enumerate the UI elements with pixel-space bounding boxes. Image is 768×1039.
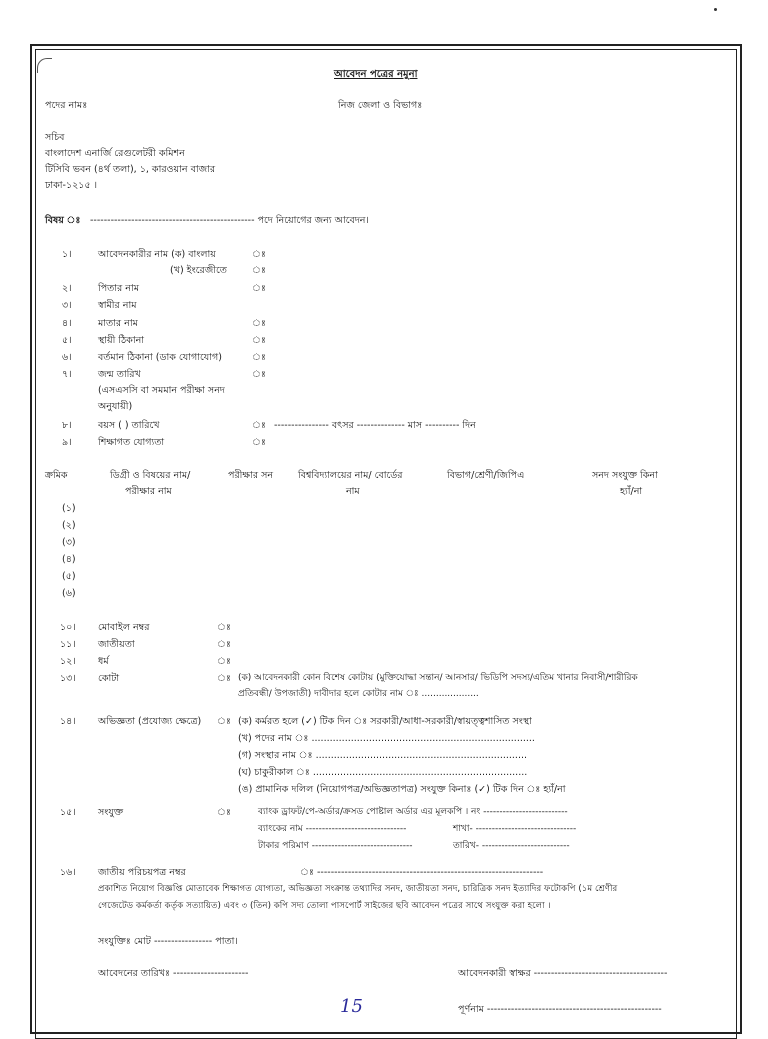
field16-paragraph-1: প্রকাশিত নিয়োগ বিজ্ঞপ্তি মোতাবেক শিক্ষাগত যোগ্যতা, অভিজ্ঞতা সংক্রান্ত তথ্যাদির সনদ, জাতীয়তা সনদ, চারিত্রিক সনদ ইত্যাদির ফটোকপি (১ম শ্রেণীর [98, 884, 618, 894]
field8-colon: ঃ [252, 420, 266, 431]
table-header-certificate: সনদ সংযুক্ত কিনা [592, 470, 658, 481]
field9-colon: ঃ [252, 437, 266, 448]
field4-number: ৪। [62, 318, 72, 329]
field12-label: ধর্ম [98, 656, 109, 667]
field13-number: ১৩। [60, 673, 76, 684]
field2-number: ২। [62, 283, 72, 294]
field7-number: ৭। [62, 369, 72, 380]
field12-number: ১২। [60, 656, 76, 667]
table-header-university2: নাম [346, 486, 360, 497]
application-date: আবেদনের তারিখঃ ---------------------- [98, 968, 249, 979]
field7-note2: অনুযায়ী) [98, 401, 133, 412]
field13-label: কোটা [98, 673, 120, 684]
field10-colon: ঃ [217, 622, 231, 633]
field5-label: স্থায়ী ঠিকানা [98, 335, 144, 346]
address-line3: টিসিবি ভবন (৪র্থ তলা), ১, কারওয়ান বাজার [45, 164, 216, 175]
table-row: (৫) [62, 571, 76, 582]
field16-paragraph-2: গেজেটেড কর্মকর্তা কর্তৃক সত্যায়িত) এবং ৩ (তিন) কপি সদ্য তোলা পাসপোর্ট সাইজের ছবি আবেদন পত্রের সাথে সংযুক্ত করা হলো । [98, 901, 551, 911]
field15-date: তারিখ- --------------------------- [453, 841, 570, 851]
table-row: (৪) [62, 554, 76, 565]
field14-line-d: (ঘ) চাকুরীকাল ঃ ....................................................................... [238, 767, 528, 778]
district-label: নিজ জেলা ও বিভাগঃ [338, 100, 423, 111]
table-header-year: পরীক্ষার সন [228, 470, 274, 481]
field16-value: ঃ ------------------------------------------------------------------ [300, 867, 544, 878]
field7-colon: ঃ [252, 369, 266, 380]
field15-amount: টাকার পরিমাণ ------------------------------- [258, 841, 413, 851]
svg-text:15: 15 [340, 996, 363, 1017]
field1-colon: ঃ [252, 249, 266, 260]
table-header-division: বিভাগ/শ্রেণী/জিপিএ [447, 470, 525, 481]
field15-branch: শাখা- ------------------------------- [453, 824, 577, 834]
field8-number: ৮। [62, 420, 72, 431]
field14-colon: ঃ [217, 716, 231, 727]
table-header-degree2: পরীক্ষার নাম [125, 486, 172, 497]
field14-number: ১৪। [60, 716, 76, 727]
field13-text1: (ক) আবেদনকারী কোন বিশেষ কোটায় (মুক্তিযোদ্ধা সন্তান/ আনসার/ ভিডিপি সদস্য/এতিম খানার নিবাসী/শারীরিক [238, 673, 638, 683]
address-line2: বাংলাদেশ এনার্জি রেগুলেটরী কমিশন [45, 148, 185, 159]
field3-label: স্বামীর নাম [98, 300, 137, 311]
field14-line-b: (খ) পদের নাম ঃ .......................................................................... [238, 733, 535, 744]
field1-number: ১। [62, 249, 72, 260]
field14-line-c: (গ) সংস্থার নাম ঃ ...................................................................... [238, 750, 528, 761]
table-row: (১) [62, 503, 76, 514]
applicant-signature: আবেদনকারী স্বাক্ষর --------------------------------------- [458, 968, 668, 979]
subject-label: বিষয় ঃ [45, 215, 81, 226]
field3-number: ৩। [62, 300, 72, 311]
table-header-degree: ডিগ্রী ও বিষয়ের নাম/ [110, 470, 191, 481]
field10-number: ১০। [60, 622, 76, 633]
corner-mark [37, 58, 52, 73]
field1b-colon: ঃ [252, 265, 266, 276]
field11-label: জাতীয়তা [98, 639, 135, 650]
address-line1: সচিব [45, 132, 65, 143]
field2-label: পিতার নাম [98, 283, 139, 294]
field2-colon: ঃ [252, 283, 266, 294]
field16-label: জাতীয় পরিচয়পত্র নম্বর [98, 867, 186, 878]
field10-label: মোবাইল নম্বর [98, 622, 150, 633]
field8-label: বয়স ( ) তারিখে [98, 420, 160, 431]
field15-colon: ঃ [217, 807, 231, 818]
field15-bank-name: ব্যাংকের নাম ------------------------------- [258, 824, 407, 834]
field4-colon: ঃ [252, 318, 266, 329]
field5-number: ৫। [62, 335, 72, 346]
field15-label: সংযুক্ত [98, 807, 124, 818]
field13-colon: ঃ [217, 673, 231, 684]
field15-number: ১৫। [60, 807, 76, 818]
scan-speck [714, 8, 717, 11]
full-name: পূর্ণনাম --------------------------------------------------- [458, 1004, 662, 1015]
field16-number: ১৬। [60, 867, 76, 878]
field8-value: ---------------- বৎসর -------------- মাস ---------- দিন [274, 420, 476, 431]
table-header-certificate2: হ্যাঁ/না [620, 486, 643, 497]
table-row: (২) [62, 520, 76, 531]
field14-line-e: (ঙ) প্রামানিক দলিল (নিয়োগপত্র/অভিজ্ঞতাপত্র) সংযুক্ত কিনাঃ (✓) টিক দিন ঃ হ্যাঁ/না [238, 784, 566, 795]
field13-text2: প্রতিবন্ধী/ উপজাতী) দাবীদার হলে কোটার নাম ঃ .................... [238, 689, 479, 699]
table-row: (৩) [62, 537, 76, 548]
field14-label: অভিজ্ঞতা (প্রযোজ্য ক্ষেত্রে) [98, 716, 202, 727]
field6-colon: ঃ [252, 352, 266, 363]
field6-number: ৬। [62, 352, 72, 363]
field1b-label: (খ) ইংরেজীতে [170, 265, 227, 276]
field11-colon: ঃ [217, 639, 231, 650]
field9-label: শিক্ষাগত যোগ্যতা [98, 437, 165, 448]
field12-colon: ঃ [217, 656, 231, 667]
field7-note1: (এসএসসি বা সমমান পরীক্ষা সনদ [98, 385, 225, 396]
field4-label: মাতার নাম [98, 318, 138, 329]
table-row: (৬) [62, 588, 76, 599]
table-header-serial: ক্রমিক [45, 470, 68, 481]
field5-colon: ঃ [252, 335, 266, 346]
subject-text: ------------------------------------------------ পদে নিয়োগের জন্য আবেদন। [90, 215, 369, 226]
table-header-university: বিশ্ববিদ্যালয়ের নাম/ বোর্ডের [298, 470, 403, 481]
field11-number: ১১। [60, 639, 76, 650]
field14-line-a: (ক) কর্মরত হলে (✓) টিক দিন ঃ সরকারী/আধা-সরকারী/স্বায়ত্ত্বশাসিত সংস্থা [238, 716, 532, 727]
post-name-label: পদের নামঃ [45, 100, 88, 111]
field1-label: আবেদনকারীর নাম (ক) বাংলায় [98, 249, 216, 260]
enclosure-count: সংযুক্তিঃ মোট ----------------- পাতা। [98, 936, 238, 947]
address-line4: ঢাকা-১২১৫ । [45, 180, 98, 191]
field7-label: জন্ম তারিখ [98, 369, 141, 380]
form-title: আবেদন পত্রের নমুনা [334, 69, 418, 80]
field9-number: ৯। [62, 437, 72, 448]
field15-line-a: ব্যাংক ড্রাফট/পে-অর্ডার/ক্রসড পোষ্টাল অর্ডার এর মূলকপি । নং -------------------------- [258, 807, 568, 817]
field6-label: বর্তমান ঠিকানা (ডাক যোগাযোগ) [98, 352, 222, 363]
handwritten-mark [338, 992, 372, 1018]
